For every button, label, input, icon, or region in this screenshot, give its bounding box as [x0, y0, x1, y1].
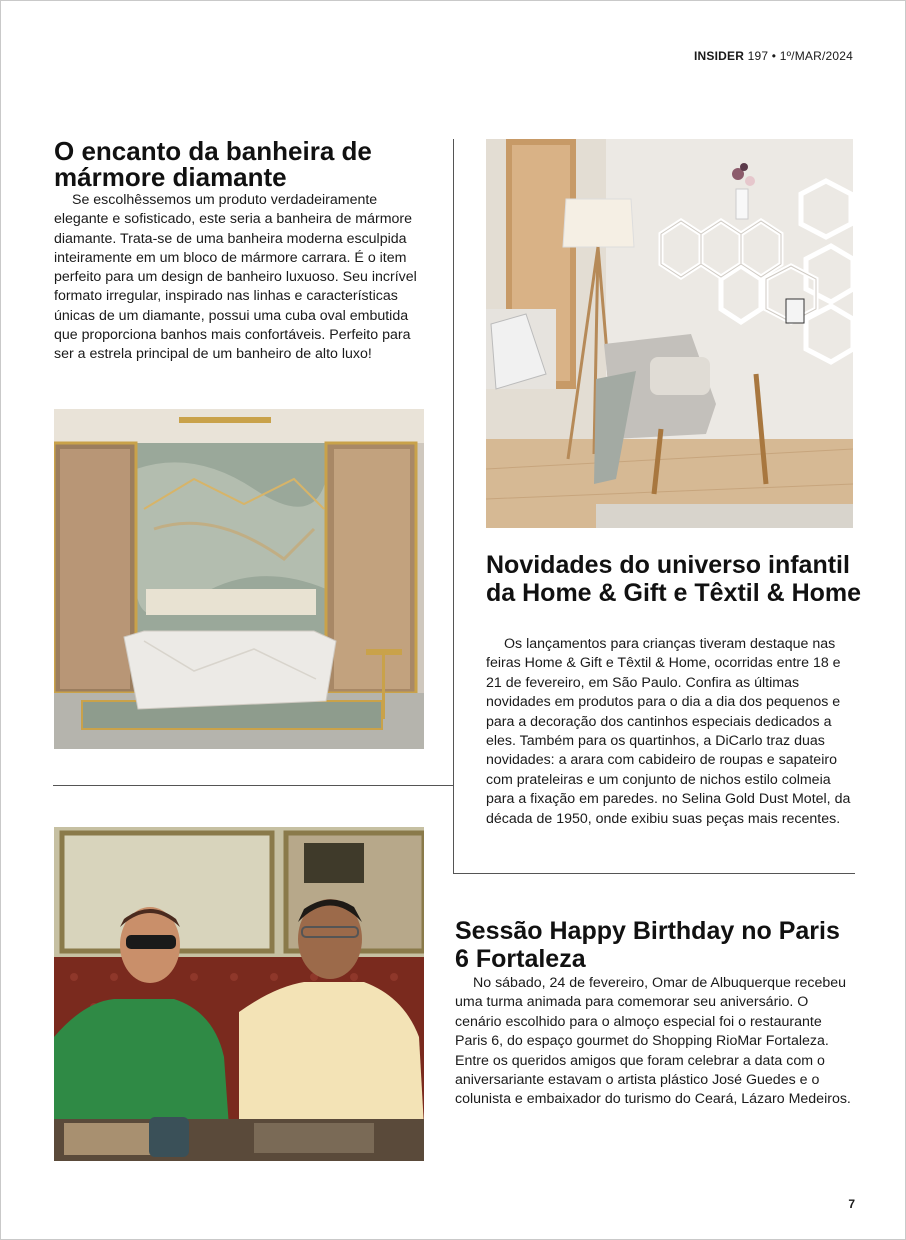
article-kids-title: Novidades do universo infantil da Home & Gift e Têxtil & Home	[486, 551, 862, 607]
article-bathtub-body: Se escolhêssemos um produto verdadeiramente elegante e sofisticado, este seria a banheira de mármore diamante. Trata-se de uma banheira moderna esculpida inteiramente em um bloco de mármore carrara. É o item perfeito para um design de banheiro luxuoso. Seu incrível formato irregular, inspirado nas linhas e características únicas de um diamante, possui uma cuba oval embutida que proporciona banhos mais confortáveis. Perfeito para ser a estrela principal de um banheiro de alto luxo!	[54, 192, 417, 363]
column-divider	[453, 139, 454, 874]
issue-header	[694, 49, 853, 63]
article-birthday-title: Sessão Happy Birthday no Paris 6 Fortaleza	[455, 917, 840, 973]
issue-info: 197 • 1º/MAR/2024	[744, 49, 853, 63]
article-birthday-body: No sábado, 24 de fevereiro, Omar de Albuquerque recebeu uma turma animada para comemorar seu aniversário. O cenário escolhido para o almoço especial foi o restaurante Paris 6, do espaço gourmet do Shopping RioMar Fortaleza. Entre os queridos amigos que foram celebrar a data com o aniversariante estavam o artista plástico José Guedes e o colunista e embaixador do turismo do Ceará, Lázaro Medeiros.	[455, 975, 851, 1108]
birthday-photo	[54, 827, 424, 1161]
marble-bathtub-photo	[54, 409, 424, 749]
page-number: 7	[848, 1197, 855, 1211]
article-bathtub-title: O encanto da banheira de mármore diamante	[54, 136, 372, 192]
section-divider-right	[453, 873, 855, 874]
section-divider-left	[53, 785, 453, 786]
magazine-brand: INSIDER	[694, 49, 745, 63]
article-kids-body: Os lançamentos para crianças tiveram destaque nas feiras Home & Gift e Têxtil & Home, ocorridas entre 18 e 21 de fevereiro, em São Paulo. Confira as últimas novidades em produtos para o dia a dia dos pequenos e para a decoração dos cantinhos especiais dedicados a eles. Também para os quartinhos, a DiCarlo traz duas novidades: a arara com cabideiro de roupas e sapateiro com prateleiras e um conjunto de nichos estilo colmeia para a fixação em paredes. no Selina Gold Dust Motel, da década de 1950, onde exibiu suas peças mais recentes.	[486, 636, 851, 827]
kids-room-photo	[486, 139, 853, 528]
